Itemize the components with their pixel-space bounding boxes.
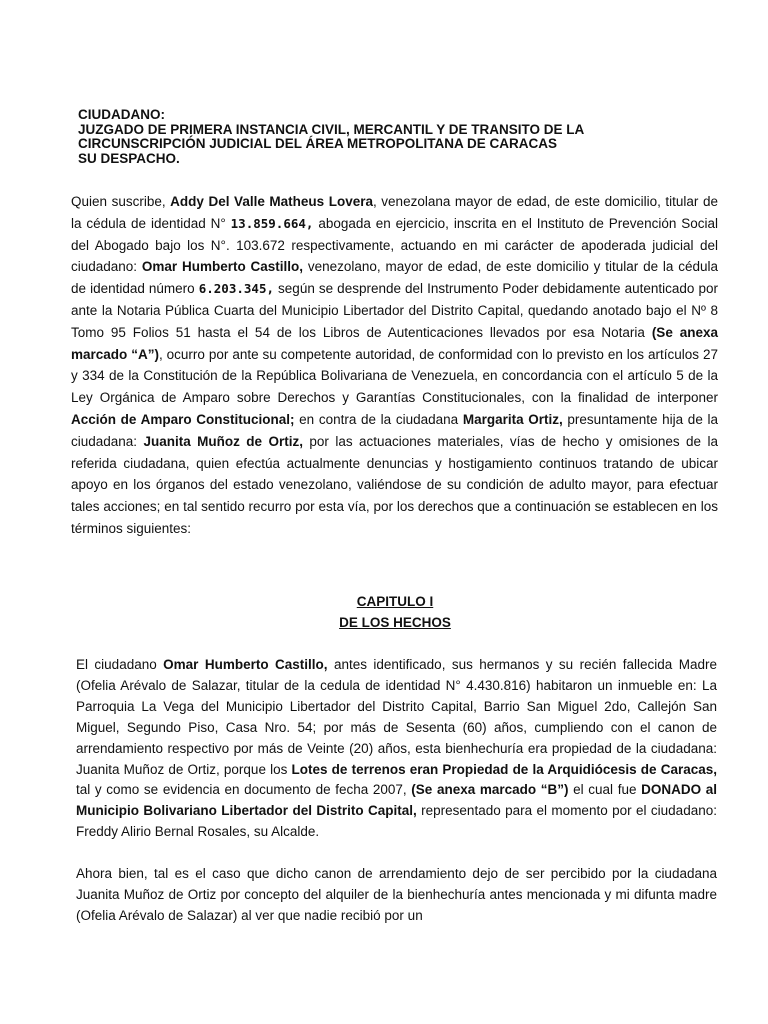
attorney-id-number: 13.859.664, (230, 215, 314, 231)
action-type: Acción de Amparo Constitucional; (71, 411, 295, 427)
lots-ownership: Lotes de terrenos eran Propiedad de la Arquidiócesis de Caracas, (291, 761, 717, 777)
facts-paragraph (76, 655, 717, 843)
text-run: por las actuaciones materiales, vías de hecho y omisiones de la referida ciudadana, quien efectúa actualmente denuncias y hostigamiento continuos tratando de ubicar apoyo en los órganos del estado venezolano, valiéndose de su condición de adulto mayor, para efectuar tales acciones; en tal sentido recurro por esta vía, por los derechos que a continuación se establecen en los términos siguientes: (71, 433, 718, 536)
text-run: abogada en ejercicio, inscrita en el Instituto de Prevención Social del Abogado bajo los N°. 103.672 respectivamente, actuando en mi carácter de apoderada judicial del ciudadano: (71, 215, 718, 275)
facts-continuation-paragraph (76, 864, 717, 927)
addressee-header (78, 108, 718, 166)
chapter-subtitle: DE LOS HECHOS (339, 615, 451, 630)
text-run: tal y como se evidencia en documento de fecha 2007, (76, 782, 412, 798)
header-line: CIRCUNSCRIPCIÓN JUDICIAL DEL ÁREA METROPOLITANA DE CARACAS (78, 136, 558, 152)
text-run: Quien suscribe, (71, 194, 171, 209)
text-run: venezolano, mayor de edad, de este domicilio y titular de la cédula de identidad número (71, 259, 718, 297)
text-run: El ciudadano (76, 657, 164, 672)
header-line: SU DESPACHO. (78, 150, 180, 166)
chapter-title: CAPITULO I (356, 594, 434, 609)
defendant-name: Margarita Ortiz, (462, 411, 563, 427)
header-line: CIUDADANO: (78, 107, 165, 122)
header-line: JUZGADO DE PRIMERA INSTANCIA CIVIL, MERCANTIL Y DE TRANSITO DE LA (78, 121, 585, 137)
text-run: el cual fue (568, 782, 642, 798)
intro-paragraph (71, 191, 718, 540)
client-id-number: 6.203.345, (198, 281, 274, 297)
text-run: según se desprende del Instrumento Poder debidamente autenticado por ante la Notaria Pública Cuarta del Municipio Libertador del Distrito Capital, quedando anotado bajo el Nº 8 Tomo 95 Folios 51 hasta el 54 de los Libros de Autenticaciones llevados por esa Notaria (71, 281, 718, 340)
text-run: en contra de la ciudadana (294, 411, 463, 427)
client-name: Omar Humberto Castillo, (163, 657, 328, 672)
text-run: Ahora bien, tal es el caso que dicho canon de arrendamiento dejo de ser percibido por la ciudadana Juanita Muñoz de Ortiz por concepto del alquiler de la bienhechuría antes mencionada y mi difunta madre (Ofelia Arévalo de Salazar) al ver que nadie recibió por un (76, 866, 717, 923)
annex-a-reference: (Se anexa marcado “A”) (71, 324, 718, 362)
text-run: presuntamente hija de la ciudadana: (71, 411, 718, 449)
defendant-mother-name: Juanita Muñoz de Ortiz, (143, 433, 303, 449)
text-run: antes identificado, sus hermanos y su recién fallecida Madre (Ofelia Arévalo de Salazar, titular de la cedula de identidad N° 4.430.816) habitaron un inmueble en: La Parroquia La Vega del Municipio Libertador del Distrito Capital, Barrio San Miguel 2do, Callejón San Miguel, Segundo Piso, Casa Nro. 54; por más de Sesenta (60) años, cumpliendo con el canon de arrendamiento respectivo por más de Veinte (20) años, esta bienhechuría era propiedad de la ciudadana: Juanita Muñoz de Ortiz, porque los (76, 657, 717, 777)
text-run: representado para el momento por el ciudadano: Freddy Alirio Bernal Rosales, su Alcalde. (76, 803, 717, 840)
client-name: Omar Humberto Castillo, (141, 259, 304, 275)
attorney-name: Addy Del Valle Matheus Lovera (170, 194, 373, 209)
annex-b-reference: (Se anexa marcado “B”) (411, 782, 569, 798)
donation-statement: DONADO al Municipio Bolivariano Libertador del Distrito Capital, (76, 782, 717, 819)
text-run: , venezolana mayor de edad, de este domicilio, titular de la cédula de identidad N° (71, 194, 718, 231)
text-run: , ocurro por ante su competente autoridad, de conformidad con lo previsto en los artículos 27 y 334 de la Constitución de la República Bolivariana de Venezuela, en concordancia con el artículo 5 de la Ley Orgánica de Amparo sobre Derechos y Garantías Constitucionales, con la finalidad de interponer (71, 346, 718, 406)
